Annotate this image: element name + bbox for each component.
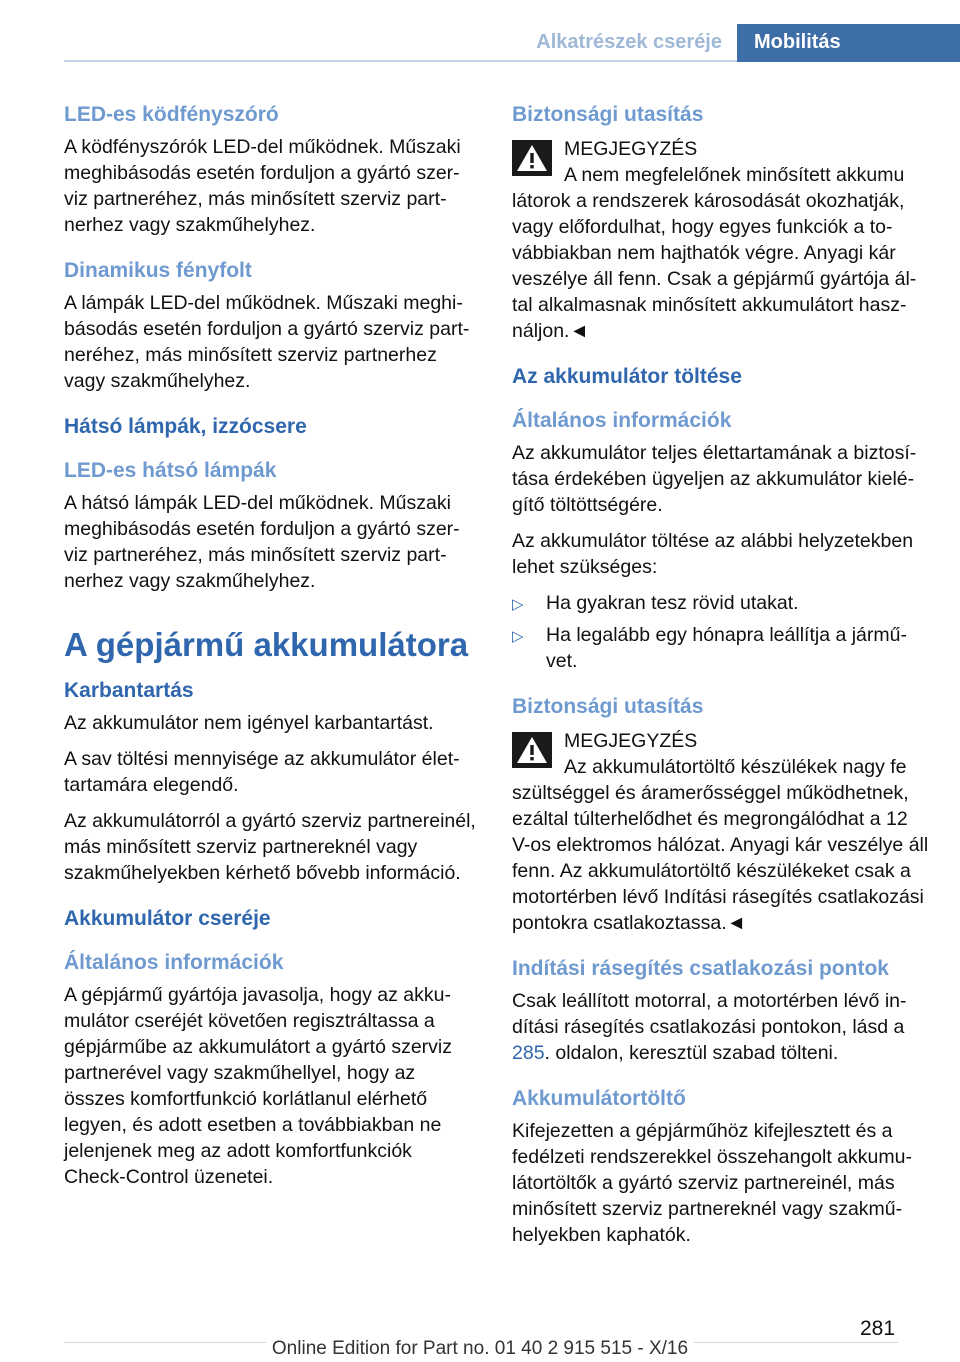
header-divider xyxy=(64,60,737,62)
bullet-triangle-icon: ▷ xyxy=(512,628,524,645)
page-link-285[interactable]: 285 xyxy=(512,1042,545,1064)
heading-safety-2: Biztonsági utasítás xyxy=(512,695,704,718)
heading-led-rear: LED-es hátsó lámpák xyxy=(64,459,277,482)
note-2-title: MEGJEGYZÉS xyxy=(564,730,698,752)
heading-dynamic-light: Dinamikus fényfolt xyxy=(64,259,252,282)
warning-triangle-icon xyxy=(512,140,552,176)
para-dynamic-light: A lámpák LED-del működnek. Műszaki meghibásodás esetén forduljon a gyártó szerviz partneréhez, más minősített szerviz partnerhez vagy szakműhelyhez. xyxy=(64,292,470,392)
warning-triangle-icon xyxy=(512,732,552,768)
bullet-triangle-icon: ▷ xyxy=(512,596,524,613)
heading-general-info: Általános információk xyxy=(64,951,284,974)
para-general-info: A gépjármű gyártója javasolja, hogy az akkumulátor cseréjét követően regisztráltassa a gépjárműbe az akkumulátort a gyártó szerviz partnerével vagy szakműhellyel, hogy az összes komfortfunkció korlátlanul elérhető legyen, és adott esetben a továbbiakban ne jelenjenek meg az adott komfortfunkciók Check-Control üzenetei. xyxy=(64,984,453,1188)
heading-safety-1: Biztonsági utasítás xyxy=(512,103,704,126)
right-column xyxy=(512,100,930,1258)
note-1-title: MEGJEGYZÉS xyxy=(564,138,698,160)
charge-bullet-list xyxy=(512,590,930,674)
heading-jump-start-points: Indítási rásegítés csatlakozási pontok xyxy=(512,957,889,980)
footer-edition: Online Edition for Part no. 01 40 2 915 515 - X/16 xyxy=(0,1338,960,1360)
note-1-first-line: A nem megfelelőnek minősített akkumu xyxy=(564,164,905,186)
note-2-body: szültséggel és áramerősséggel működhetnek, ezáltal túlterhelődhet és megrongálódhat a 12 V-os elektromos hálózat. Anyagi kár veszélye áll fenn. Az akkumulátortöltő készülékeket csak a motortérben lévő Indítási rásegítés csatlakozási pontokra csatlakoztassa.◄ xyxy=(512,782,929,934)
heading-battery-charger: Akkumulátortöltő xyxy=(512,1087,686,1110)
para-led-rear: A hátsó lámpák LED-del működnek. Műszaki meghibásodás esetén forduljon a gyártó szerviz partneréhez, más minősített szerviz partnerhez vagy szakműhelyhez. xyxy=(64,492,460,592)
heading-maintenance: Karbantartás xyxy=(64,679,194,702)
page-header xyxy=(0,0,960,62)
header-chapter-tab[interactable]: Mobilitás xyxy=(737,24,960,62)
warning-note-1 xyxy=(512,136,930,344)
heading-rear-lamps: Hátsó lámpák, izzócsere xyxy=(64,415,307,438)
heading-general-info-2: Általános információk xyxy=(512,409,732,432)
header-section-title: Alkatrészek cseréje xyxy=(536,31,722,53)
heading-led-fog: LED-es ködfényszóró xyxy=(64,103,279,126)
list-item: ▷ Ha gyakran tesz rövid utakat. xyxy=(512,590,930,616)
para-maintenance-1: Az akkumulátor nem igényel karbantartást. xyxy=(64,712,434,734)
para-jump-start: Csak leállított motorral, a motortérben lévő indítási rásegítés csatlakozási pontokon, lásd a 285. oldalon, keresztül szabad tölteni. xyxy=(512,990,907,1064)
para-charge-1: Az akkumulátor teljes élettartamának a biztosítása érdekében ügyeljen az akkumulátor kielégítő töltöttségére. xyxy=(512,442,917,516)
left-column xyxy=(64,100,476,1200)
note-2-first-line: Az akkumulátortöltő készülékek nagy fe xyxy=(564,756,907,778)
para-battery-charger: Kifejezetten a gépjárműhöz kifejlesztett és a fedélzeti rendszerekkel összehangolt akkumulátortöltők a gyártó szerviz partnereinél, más minősített szerviz partnereknél vagy szakműhelyekben kaphatók. xyxy=(512,1120,912,1246)
para-maintenance-3: Az akkumulátorról a gyártó szerviz partnereinél, más minősített szerviz partnereknél vagy szakműhelyekben kérhető bővebb információ. xyxy=(64,810,476,884)
heading-battery-charging: Az akkumulátor töltése xyxy=(512,365,742,388)
warning-note-2 xyxy=(512,728,930,936)
heading-vehicle-battery: A gépjármű akkumulátora xyxy=(64,626,469,663)
page-number: 281 xyxy=(860,1317,896,1340)
note-1-body: látorok a rendszerek károsodását okozhatják, vagy előfordulhat, hogy egyes funkciók a továbbiakban nem hajthatók végre. Anyagi kár veszélye áll fenn. Csak a gépjármű gyártója által alkalmasnak minősített akkumulátort használjon.◄ xyxy=(512,190,917,342)
para-charge-2: Az akkumulátor töltése az alábbi helyzetekben lehet szükséges: xyxy=(512,530,914,578)
para-led-fog: A ködfényszórók LED-del működnek. Műszaki meghibásodás esetén forduljon a gyártó szerviz partneréhez, más minősített szerviz partnerhez vagy szakműhelyhez. xyxy=(64,136,461,236)
heading-battery-replacement: Akkumulátor cseréje xyxy=(64,907,271,930)
para-maintenance-2: A sav töltési mennyisége az akkumulátor élettartamára elegendő. xyxy=(64,748,460,796)
list-item: ▷ Ha legalább egy hónapra leállítja a járművet. xyxy=(512,624,907,672)
